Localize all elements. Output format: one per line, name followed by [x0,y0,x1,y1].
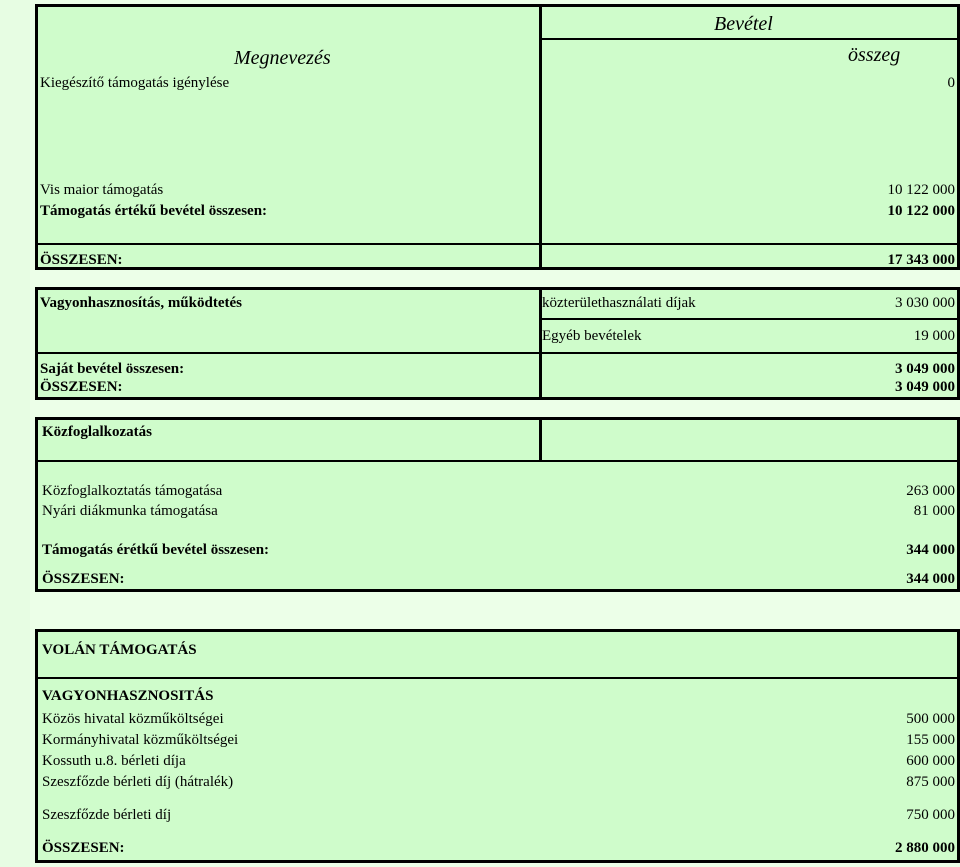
section-support-income [35,4,960,270]
total-label: ÖSSZESEN: [42,571,125,587]
total-label: ÖSSZESEN: [42,840,125,856]
total-value: 344 000 [906,571,955,587]
row-label-tamogatas-osszesen: Támogatás érétkű bevétel összesen: [42,542,270,558]
row-value-tamogatas-osszesen: 10 122 000 [887,203,955,219]
total-value: 3 049 000 [895,379,955,395]
list-item-value: 155 000 [906,732,955,748]
left-margin-strip [0,0,30,867]
section-title: VOLÁN TÁMOGATÁS [42,642,197,658]
row-value-sajat-osszesen: 3 049 000 [895,361,955,377]
row-value-kiegeszito: 0 [947,75,955,91]
row-divider [539,318,957,320]
total-label: ÖSSZESEN: [40,252,123,268]
row-label-nyari: Nyári diákmunka támogatása [42,503,218,519]
header-megnevezes: Megnevezés [234,47,331,69]
list-item-value: 750 000 [906,807,955,823]
header-divider [539,38,957,40]
row-label-kozfog: Közfoglalkoztatás támogatása [42,483,223,499]
list-item-value: 875 000 [906,774,955,790]
section-title: Közfoglalkozatás [42,424,152,440]
row-value-nyari: 81 000 [913,503,955,519]
list-item-value: 500 000 [906,711,955,727]
list-item-label: Kormányhivatal közműköltségei [42,732,239,748]
list-item-label: Közös hivatal közműköltségei [42,711,224,727]
column-divider [539,420,542,460]
list-item-label: Kossuth u.8. bérleti díja [42,753,186,769]
section-title-divider [38,460,957,462]
list-item-label: Szeszfőzde bérleti díj (hátralék) [42,774,234,790]
row-value-kozterulet: 3 030 000 [895,295,955,311]
list-item-label: Szeszfőzde bérleti díj [42,807,172,823]
row-label-vis-maior: Vis maior támogatás [40,182,164,198]
row-value-egyeb: 19 000 [913,328,955,344]
header-osszeg: összeg [848,44,901,66]
row-label-sajat-osszesen: Saját bevétel összesen: [40,361,185,377]
row-value-kozfog: 263 000 [906,483,955,499]
total-value: 17 343 000 [887,252,955,268]
total-label: ÖSSZESEN: [40,379,123,395]
list-item-value: 600 000 [906,753,955,769]
header-bevetel: Bevétel [714,13,773,35]
row-label-kiegeszito: Kiegészítő támogatás igénylése [40,75,230,91]
row-value-tamogatas-osszesen: 344 000 [906,542,955,558]
row-value-vis-maior: 10 122 000 [887,182,955,198]
section-own-income [35,287,960,400]
section-subtitle: VAGYONHASZNOSITÁS [42,688,214,704]
row-label-tamogatas-osszesen: Támogatás értékű bevétel összesen: [40,203,268,219]
row-sub-kozterulet: közterülethasználati díjak [542,295,696,311]
section-title-divider [38,677,957,679]
section-volan-support [35,629,960,863]
section-public-employment [35,417,960,592]
column-divider [539,7,542,267]
row-sub-egyeb: Egyéb bevételek [542,328,642,344]
row-divider [38,352,957,354]
total-value: 2 880 000 [895,840,955,856]
total-divider [38,243,957,245]
row-label-vagyon: Vagyonhasznosítás, működtetés [40,295,242,311]
